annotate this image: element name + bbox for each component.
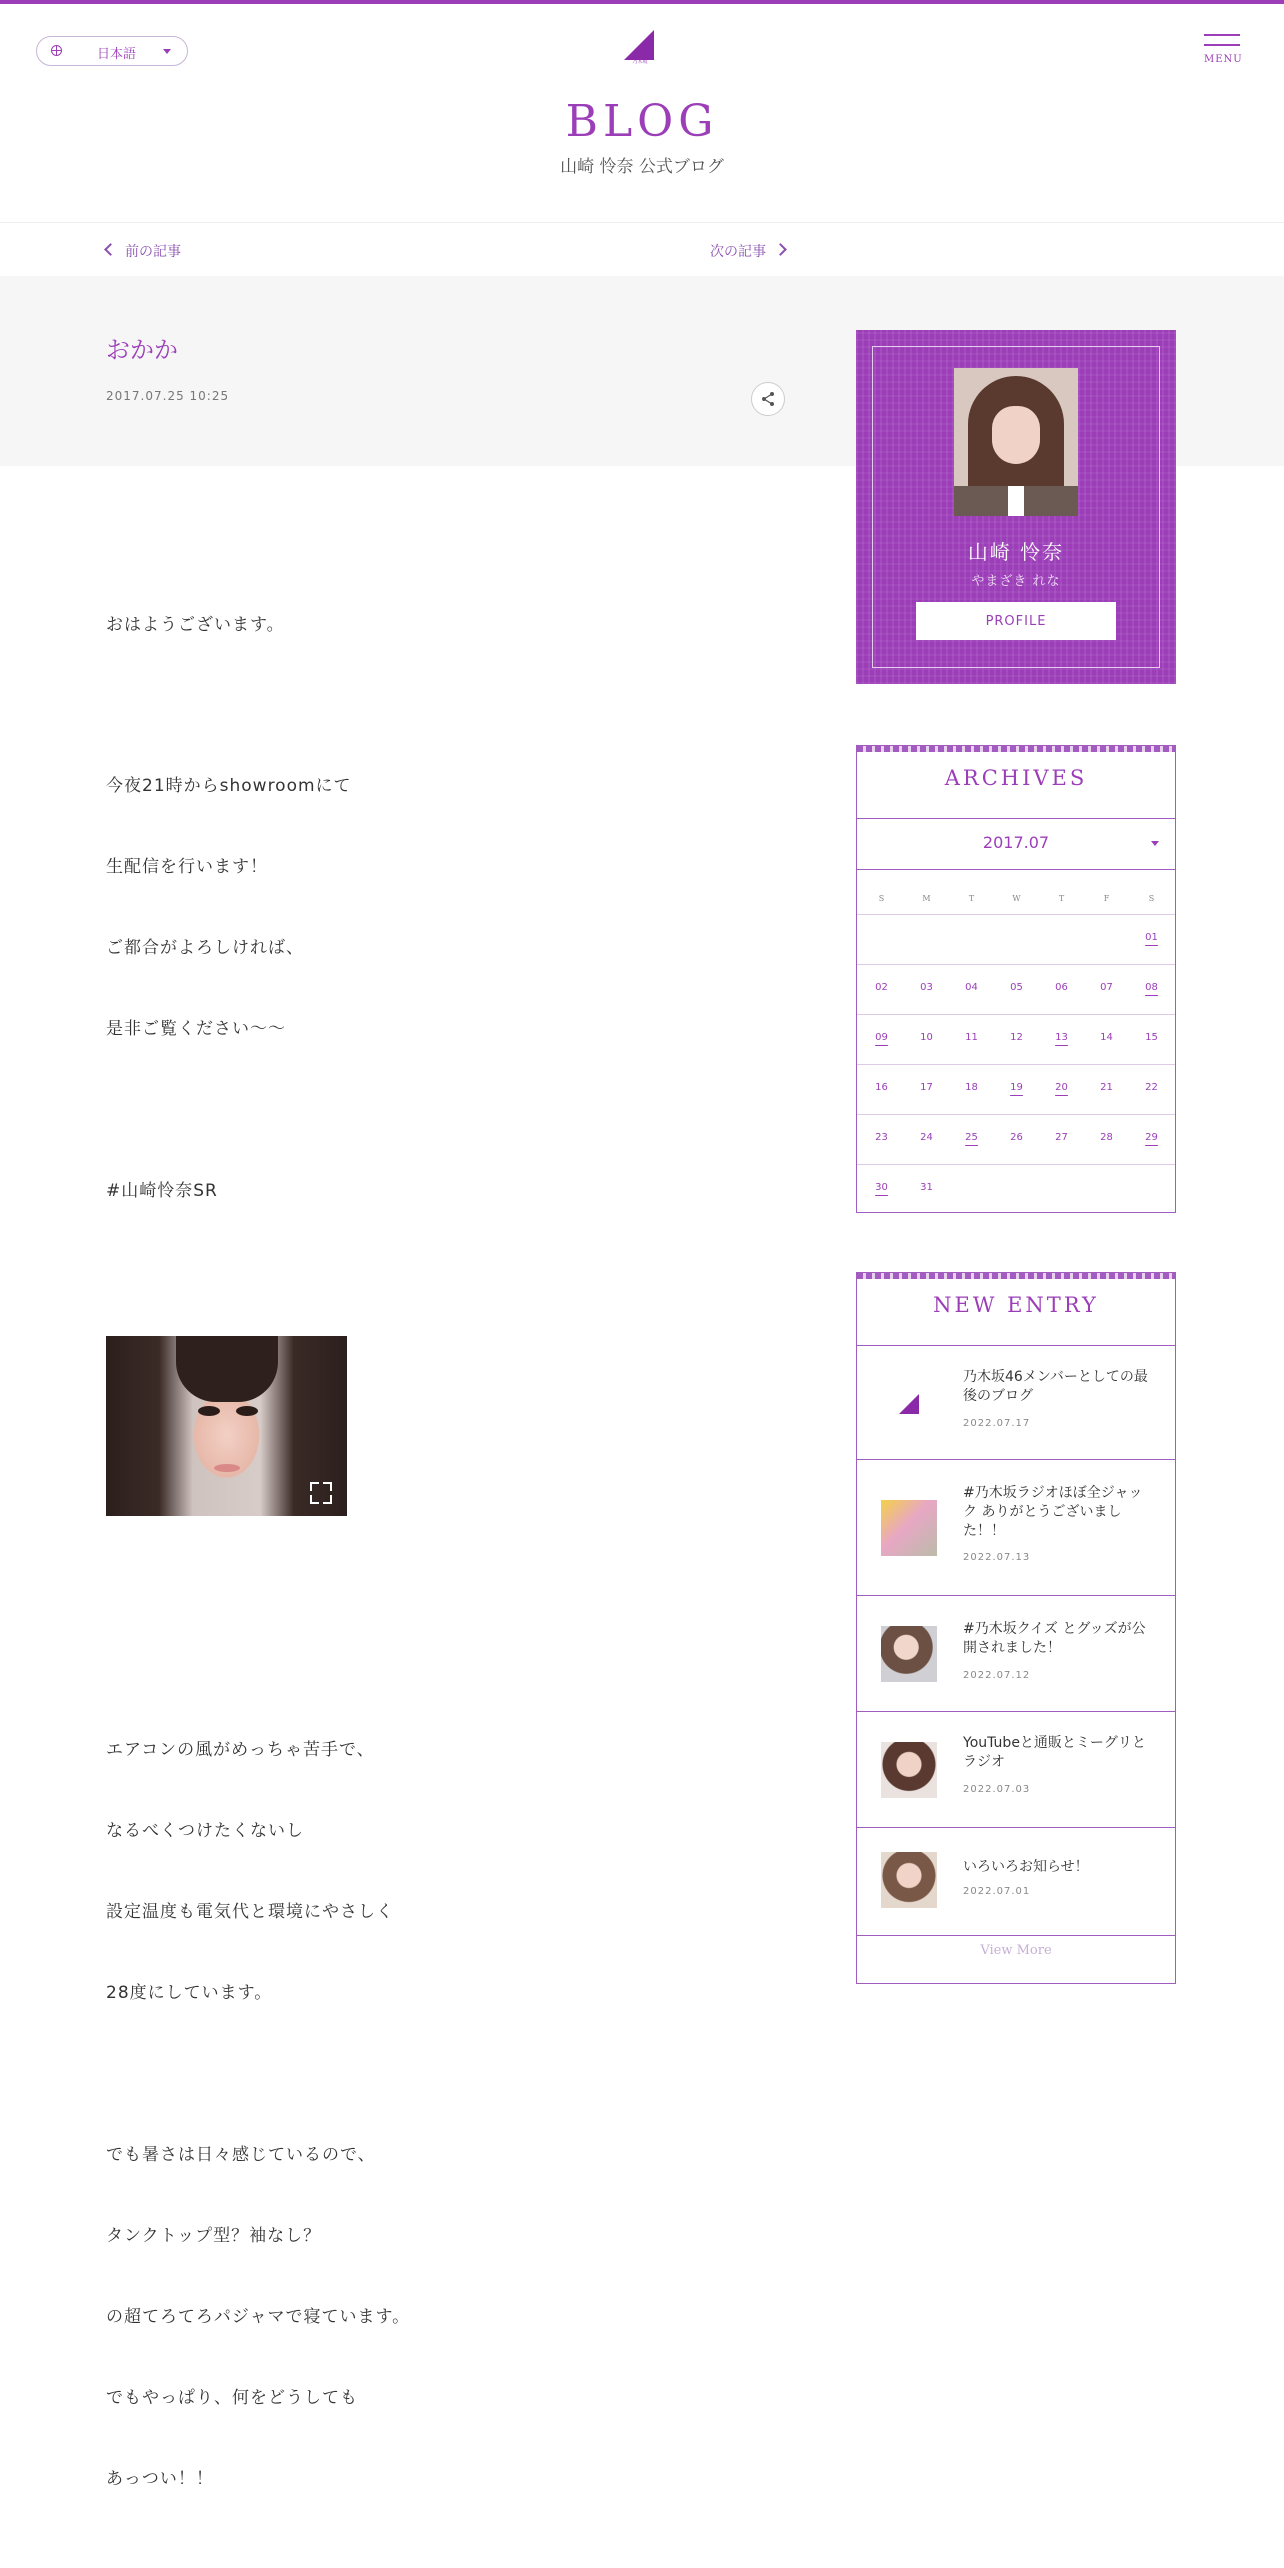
calendar-day[interactable]: 25	[965, 1132, 978, 1143]
weekday-label: T	[1058, 894, 1065, 903]
profile-card	[856, 330, 1176, 684]
calendar-day: 18	[965, 1082, 978, 1093]
post-text-line: 生配信を行います！	[106, 857, 268, 877]
expand-icon[interactable]	[310, 1482, 332, 1504]
entry-item[interactable]: #乃木坂クイズ とグッズが公開されました！ 2022.07.12	[857, 1595, 1175, 1712]
weekday-label: M	[922, 894, 931, 903]
weekday-label: F	[1103, 894, 1110, 903]
archive-month-value: 2017.07	[982, 833, 1050, 852]
post-text-line: タンクトップ型？袖なし？	[106, 2226, 322, 2246]
calendar-day: 24	[920, 1132, 933, 1143]
calendar-day[interactable]: 29	[1145, 1132, 1158, 1143]
calendar-day: 10	[920, 1032, 933, 1043]
globe-icon	[51, 45, 62, 56]
language-label: 日本語	[97, 47, 137, 62]
archives-widget	[856, 745, 1176, 1213]
weekday-label: W	[1012, 894, 1021, 903]
calendar-day: 27	[1055, 1132, 1068, 1143]
calendar-day[interactable]: 19	[1010, 1082, 1023, 1093]
calendar-day[interactable]: 13	[1055, 1032, 1068, 1043]
calendar-day: 21	[1100, 1082, 1113, 1093]
hamburger-icon	[1204, 34, 1240, 36]
calendar-day: 12	[1010, 1032, 1023, 1043]
entry-item[interactable]: 乃木坂46メンバーとしての最後のブログ 2022.07.17	[857, 1345, 1175, 1460]
calendar-day[interactable]: 08	[1145, 982, 1158, 993]
entry-item[interactable]: YouTubeと通販とミーグリとラジオ 2022.07.03	[857, 1711, 1175, 1828]
avatar	[954, 368, 1078, 516]
calendar-day: 07	[1100, 982, 1113, 993]
post-date: 2017.07.25 10:25	[106, 389, 230, 403]
entry-item[interactable]: #乃木坂ラジオほぼ全ジャック ありがとうございました！！ 2022.07.13	[857, 1459, 1175, 1596]
entry-thumbnail	[881, 1852, 937, 1908]
logo-icon	[881, 1374, 937, 1430]
calendar-day: 02	[875, 982, 888, 993]
post-text-line: 28度にしています。	[106, 1983, 273, 2003]
post-text-line: あっつい！！	[106, 2469, 214, 2489]
calendar-day[interactable]: 30	[875, 1182, 888, 1193]
archives-title: ARCHIVES	[944, 766, 1088, 790]
divider	[0, 222, 1284, 223]
view-more-link[interactable]: View More	[980, 1943, 1052, 1958]
calendar-day: 11	[965, 1032, 978, 1043]
next-article-link[interactable]: 次の記事	[710, 241, 785, 261]
chevron-down-icon	[163, 49, 171, 54]
post-text-line: なるべくつけたくないし	[106, 1821, 304, 1841]
page-title: BLOG	[565, 96, 719, 147]
share-icon	[752, 383, 784, 415]
archive-month-select[interactable]	[857, 818, 1175, 870]
calendar-day: 17	[920, 1082, 933, 1093]
calendar-day: 16	[875, 1082, 888, 1093]
top-accent-bar	[0, 0, 1284, 4]
calendar-day: 22	[1145, 1082, 1158, 1093]
post-text-line: の超てろてろパジャマで寝ています。	[106, 2307, 411, 2327]
share-button[interactable]	[751, 382, 785, 416]
entry-thumbnail	[881, 1742, 937, 1798]
post-title: おかか	[106, 336, 178, 364]
new-entry-title: NEW ENTRY	[933, 1293, 1099, 1317]
prev-article-link[interactable]: 前の記事	[106, 241, 181, 261]
post-text-line: エアコンの風がめっちゃ苦手で、	[106, 1740, 375, 1760]
chevron-right-icon	[774, 243, 787, 256]
calendar-day: 04	[965, 982, 978, 993]
post-text-line: 是非ご覧ください～～	[106, 1019, 286, 1039]
calendar-day: 05	[1010, 982, 1023, 993]
new-entry-widget	[856, 1272, 1176, 1984]
entry-item[interactable]: いろいろお知らせ！ 2022.07.01	[857, 1827, 1175, 1936]
post-text-line: でもやっぱり、何をどうしても	[106, 2388, 358, 2408]
calendar-day: 26	[1010, 1132, 1023, 1143]
calendar-day[interactable]: 01	[1145, 932, 1158, 943]
post-text-line: おはようございます。	[106, 615, 285, 635]
calendar-day[interactable]: 20	[1055, 1082, 1068, 1093]
post-text-line: でも暑さは日々感じているので、	[106, 2145, 376, 2165]
profile-button[interactable]: PROFILE	[916, 602, 1116, 640]
chevron-down-icon	[1151, 841, 1159, 846]
calendar-day[interactable]: 09	[875, 1032, 888, 1043]
post-photo[interactable]	[106, 1336, 347, 1516]
page-subtitle: 山崎 怜奈 公式ブログ	[560, 157, 724, 177]
calendar-day: 14	[1100, 1032, 1113, 1043]
post-text-line: 設定温度も電気代と環境にやさしく	[106, 1902, 394, 1922]
post-text-line: ご都合がよろしければ、	[106, 938, 304, 958]
menu-label: MENU	[1204, 54, 1243, 65]
calendar-day: 15	[1145, 1032, 1158, 1043]
calendar-day: 06	[1055, 982, 1068, 993]
profile-name: 山崎 怜奈	[967, 540, 1065, 564]
profile-kana: やまざき れな	[971, 574, 1061, 589]
calendar-day: 23	[875, 1132, 888, 1143]
weekday-label: S	[1148, 894, 1155, 903]
post-hashtag: #山崎怜奈SR	[106, 1181, 218, 1201]
chevron-left-icon	[104, 243, 117, 256]
weekday-label: S	[878, 894, 885, 903]
logo-triangle-icon	[624, 30, 654, 60]
entry-thumbnail	[881, 1626, 937, 1682]
calendar-day: 28	[1100, 1132, 1113, 1143]
calendar-day: 31	[920, 1182, 933, 1193]
menu-button[interactable]	[1204, 32, 1244, 72]
post-text-line: 今夜21時からshowroomにて	[106, 776, 352, 796]
weekday-label: T	[968, 894, 975, 903]
language-selector[interactable]	[36, 36, 188, 66]
entry-thumbnail	[881, 1374, 937, 1430]
entry-thumbnail	[881, 1500, 937, 1556]
calendar-day: 03	[920, 982, 933, 993]
site-logo[interactable]: 乃木坂	[624, 30, 654, 66]
